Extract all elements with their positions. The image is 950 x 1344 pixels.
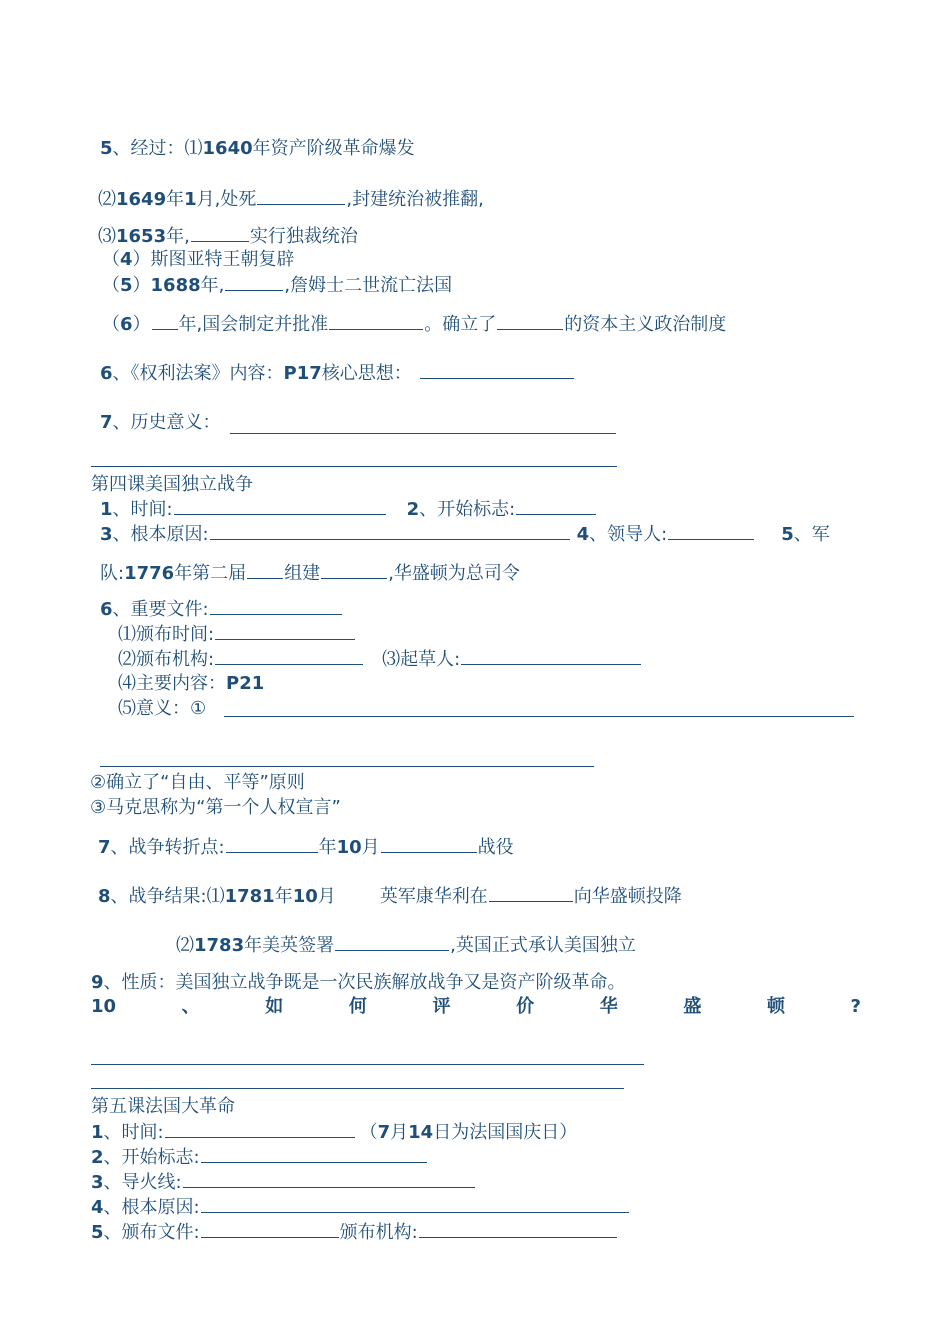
blank-field[interactable] (489, 885, 573, 902)
blank-field[interactable] (165, 1121, 355, 1138)
l5-item-4: 4、根本原因: (91, 1196, 630, 1219)
blank-field[interactable] (497, 313, 563, 330)
blank-field[interactable] (183, 1171, 475, 1188)
l5-item-2: 2、开始标志: (91, 1146, 428, 1169)
l4-item-9: 9、性质：美国独立战争既是一次民族解放战争又是资产阶级革命。 (91, 972, 626, 993)
answer-line[interactable] (100, 766, 594, 767)
l4-meaning-3: ③马克思称为“第一个人权宣言” (90, 797, 341, 818)
l4-item-10: 10 、 如 何 评 价 华 盛 顿 ? (91, 996, 861, 1017)
blank-field[interactable] (516, 498, 596, 515)
l4-issue-body: ⑵颁布机构: ⑶起草人: (118, 648, 642, 671)
blank-field[interactable] (461, 648, 641, 665)
blank-field[interactable] (201, 1221, 339, 1238)
answer-line[interactable] (230, 433, 616, 434)
blank-field[interactable] (152, 313, 178, 330)
blank-field[interactable] (247, 562, 283, 579)
l5-item-1: 1、时间: （7月14日为法国国庆日） (91, 1122, 578, 1143)
lesson5-title: 第五课法国大革命 (91, 1096, 235, 1117)
blank-field[interactable] (335, 934, 449, 951)
event-restoration: （4）斯图亚特王朝复辟 (102, 249, 295, 270)
l4-issue-time: ⑴颁布时间: (118, 623, 356, 646)
blank-field[interactable] (329, 313, 423, 330)
l4-item-1-2: 1、时间: 2、开始标志: (100, 498, 597, 521)
blank-field[interactable] (226, 836, 318, 853)
lesson4-title: 第四课美国独立战争 (91, 474, 253, 495)
l4-item-7: 7、战争转折点: 年10月 战役 (98, 837, 514, 858)
blank-field[interactable] (201, 1196, 629, 1213)
l4-item-8: 8、战争结果:⑴1781年10月 英军康华利在 向华盛顿投降 (98, 886, 682, 907)
blank-field[interactable] (174, 498, 386, 515)
l4-main-content: ⑷主要内容：P21 (118, 673, 265, 694)
blank-field[interactable] (225, 274, 283, 291)
answer-line[interactable] (91, 466, 617, 467)
l4-army: 队:1776年第二届 组建 ,华盛顿为总司令 (100, 563, 520, 584)
l4-meaning: ⑸意义：① (118, 698, 207, 719)
event-1649: ⑵1649年1月,处死 ,封建统治被推翻, (98, 189, 484, 210)
l5-item-3: 3、导火线: (91, 1171, 476, 1194)
blank-field[interactable] (420, 362, 574, 379)
item-6-bill-content: 6、《权利法案》内容：P17核心思想： (100, 362, 575, 385)
blank-field[interactable] (215, 623, 355, 640)
item-5-process: 5、经过：⑴1640年资产阶级革命爆发 (100, 138, 415, 159)
l4-item-6: 6、重要文件: (100, 598, 343, 621)
l4-item-8-2: ⑵1783年美英签署 ,英国正式承认美国独立 (176, 935, 636, 956)
answer-line[interactable] (91, 1088, 624, 1089)
blank-field[interactable] (210, 598, 342, 615)
event-1653: ⑶1653年, 实行独裁统治 (98, 226, 358, 247)
event-bill-of-rights: （6） 年,国会制定并批准 。确立了 的资本主义政治制度 (102, 314, 727, 335)
blank-field[interactable] (191, 225, 249, 242)
l4-meaning-2: ②确立了“自由、平等”原则 (90, 772, 305, 793)
blank-field[interactable] (668, 523, 754, 540)
blank-field[interactable] (381, 836, 477, 853)
l5-item-5: 5、颁布文件: 颁布机构: (91, 1221, 618, 1244)
blank-field[interactable] (201, 1146, 427, 1163)
item-7-significance: 7、历史意义： (100, 412, 221, 433)
blank-field[interactable] (419, 1221, 617, 1238)
blank-field[interactable] (257, 188, 345, 205)
blank-field[interactable] (210, 523, 570, 540)
answer-line[interactable] (224, 716, 854, 717)
l4-item-3-4-5: 3、根本原因: 4、领导人: 5、军 (100, 524, 830, 545)
answer-line[interactable] (91, 1064, 644, 1065)
blank-field[interactable] (215, 648, 363, 665)
blank-field[interactable] (321, 562, 387, 579)
event-1688: （5）1688年, ,詹姆士二世流亡法国 (102, 275, 453, 296)
